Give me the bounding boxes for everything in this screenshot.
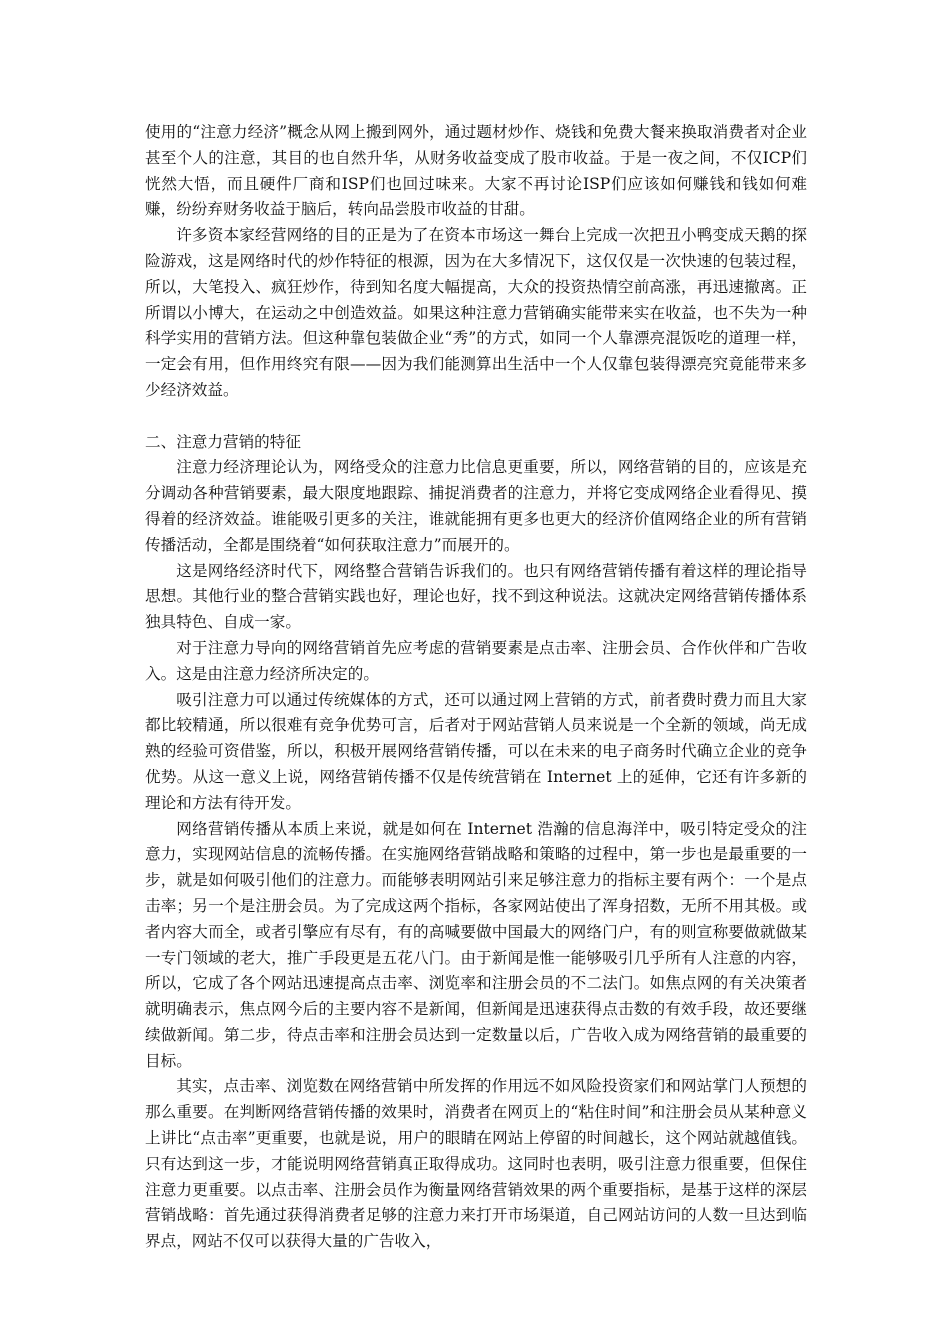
body-paragraph: 使用的“注意力经济”概念从网上搬到网外，通过题材炒作、烧钱和免费大餐来换取消费者对企业甚至个人的注意，其目的也自然升华，从财务收益变成了股市收益。于是一夜之间，不仅ICP们恍然大悟，而且硬件厂商和ISP们也回过味来。大家不再讨论ISP们应该如何赚钱和钱如何难赚，纷纷弃财务收益于脑后，转向品尝股市收益的甘甜。 — [145, 123, 807, 219]
body-paragraph: 吸引注意力可以通过传统媒体的方式，还可以通过网上营销的方式，前者费时费力而且大家都比较精通，所以很难有竞争优势可言，后者对于网站营销人员来说是一个全新的领域，尚无成熟的经验可资借鉴，所以，积极开展网络营销传播，可以在未来的电子商务时代确立企业的竞争优势。从这一意义上说，网络营销传播不仅是传统营销在 Internet 上的延伸，它还有许多新的理论和方法有待开发。 — [145, 690, 807, 812]
document-page — [145, 120, 807, 1255]
body-paragraph: 网络营销传播从本质上来说，就是如何在 Internet 浩瀚的信息海洋中，吸引特定受众的注意力，实现网站信息的流畅传播。在实施网络营销战略和策略的过程中，第一步也是最重要的一步，就是如何吸引他们的注意力。而能够表明网站引来足够注意力的指标主要有两个：一个是点击率；另一个是注册会员。为了完成这两个指标，各家网站使出了浑身招数，无所不用其极。或者内容大而全，或者引擎应有尽有，有的高喊要做中国最大的网络门户，有的则宣称要做就做某一专门领域的老大，推广手段更是五花八门。由于新闻是惟一能够吸引几乎所有人注意的内容，所以，它成了各个网站迅速提高点击率、浏览率和注册会员的不二法门。如焦点网的有关决策者就明确表示，焦点网今后的主要内容不是新闻，但新闻是迅速获得点击数的有效手段，故还要继续做新闻。第二步，待点击率和注册会员达到一定数量以后，广告收入成为网络营销的最重要的目标。 — [145, 819, 807, 1070]
body-paragraph: 其实，点击率、浏览数在网络营销中所发挥的作用远不如风险投资家们和网站掌门人预想的那么重要。在判断网络营销传播的效果时，消费者在网页上的“粘住时间”和注册会员从某种意义上讲比“点击率”更重要，也就是说，用户的眼睛在网站上停留的时间越长，这个网站就越值钱。只有达到这一步，才能说明网络营销真正取得成功。这同时也表明，吸引注意力很重要，但保住注意力更重要。以点击率、注册会员作为衡量网络营销效果的两个重要指标，是基于这样的深层营销战略：首先通过获得消费者足够的注意力来打开市场渠道，自己网站访问的人数一旦达到临界点，网站不仅可以获得大量的广告收入， — [145, 1077, 807, 1251]
section-heading: 二、注意力营销的特征 — [145, 432, 301, 451]
body-paragraph: 许多资本家经营网络的目的正是为了在资本市场这一舞台上完成一次把丑小鸭变成天鹅的探险游戏，这是网络时代的炒作特征的根源，因为在大多情况下，这仅仅是一次快速的包装过程，所以，大笔投入、疯狂炒作，待到知名度大幅提高，大众的投资热情空前高涨，再迅速撤离。正所谓以小博大，在运动之中创造效益。如果这种注意力营销确实能带来实在收益，也不失为一种科学实用的营销方法。但这种靠包装做企业“秀”的方式，如同一个人靠漂亮混饭吃的道理一样，一定会有用，但作用终究有限——因为我们能测算出生活中一个人仅靠包装得漂亮究竟能带来多少经济效益。 — [145, 226, 807, 399]
body-paragraph: 这是网络经济时代下，网络整合营销告诉我们的。也只有网络营销传播有着这样的理论指导思想。其他行业的整合营销实践也好，理论也好，找不到这种说法。这就决定网络营销传播体系独具特色、自成一家。 — [145, 561, 807, 632]
body-paragraph: 注意力经济理论认为，网络受众的注意力比信息更重要，所以，网络营销的目的，应该是充分调动各种营销要素，最大限度地跟踪、捕捉消费者的注意力，并将它变成网络企业看得见、摸得着的经济效益。谁能吸引更多的关注，谁就能拥有更多也更大的经济价值网络企业的所有营销传播活动，全都是围绕着“如何获取注意力”而展开的。 — [145, 458, 807, 554]
body-paragraph: 对于注意力导向的网络营销首先应考虑的营销要素是点击率、注册会员、合作伙伴和广告收入。这是由注意力经济所决定的。 — [145, 638, 807, 683]
